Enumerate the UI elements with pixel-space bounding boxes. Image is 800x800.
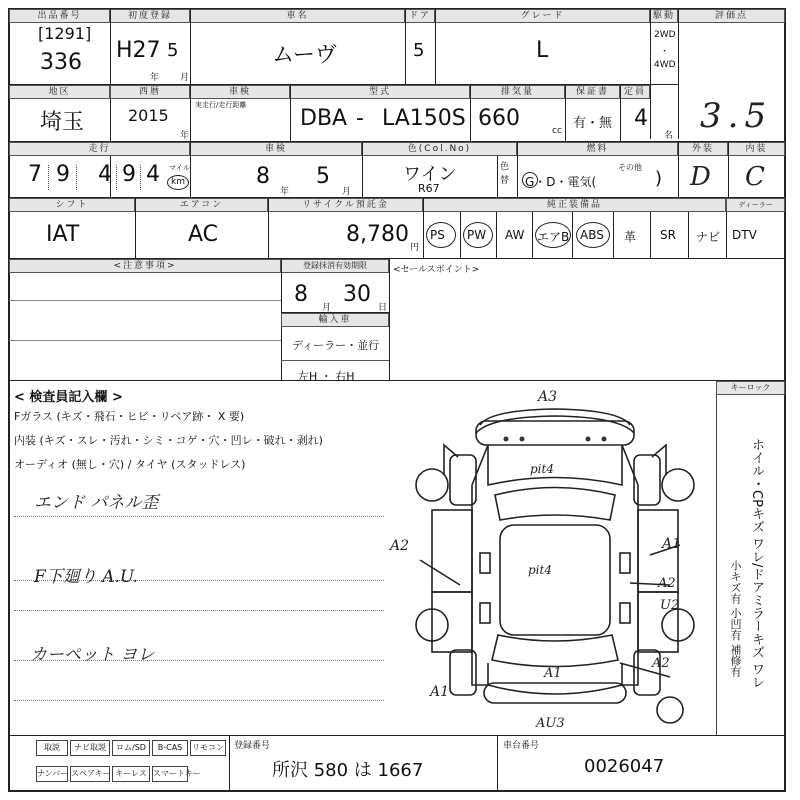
mileage-digit: 7 — [28, 162, 42, 187]
damage-label: A1 — [544, 666, 562, 681]
western-year-unit: 年 — [180, 131, 190, 141]
header-color: 色(Col.No) — [362, 142, 517, 156]
header-recycle: リサイクル預託金 — [268, 198, 423, 212]
inspection-note: 実走行/走行距離 — [195, 101, 247, 109]
type-code: LA150S — [382, 106, 466, 131]
aircon: AC — [188, 222, 219, 247]
equip-pw: PW — [467, 228, 487, 242]
header-warranty: 保証書 — [565, 85, 620, 99]
exterior-grade: D — [690, 162, 711, 192]
header-inspection-2: 車検 — [190, 142, 362, 156]
inspection-year-unit: 年 — [280, 187, 290, 197]
import-type: ディーラー・並行 — [292, 339, 380, 352]
feature-remote: リモコン — [190, 740, 226, 756]
color-code: R67 — [418, 182, 440, 195]
model-name: ムーヴ — [272, 43, 337, 68]
mileage-digit: 4 — [146, 162, 160, 187]
feature-smart-key: スマートキー — [152, 766, 188, 782]
equip-navi: ナビ — [696, 230, 721, 244]
displacement-value: 660 — [478, 106, 520, 131]
equip-ps: PS — [430, 228, 445, 242]
lot-code: [1291] — [38, 24, 92, 43]
shift: IAT — [46, 222, 80, 247]
header-dealer: ディーラー — [726, 198, 785, 212]
header-notes: <注意事項> — [9, 259, 281, 273]
damage-label: A2 — [658, 576, 676, 591]
handwritten-note: エンド パネル歪 — [34, 493, 159, 513]
expiry-month: 8 — [294, 282, 308, 307]
recycle-value: 8,780 — [346, 222, 409, 247]
damage-label: pit4 — [528, 563, 552, 577]
mileage-unit-km: km — [167, 175, 189, 190]
header-fuel: 燃料 — [517, 142, 678, 156]
fuel-close: ) — [655, 168, 663, 189]
score-value: 3.5 — [700, 96, 773, 136]
fuel-other-label: その他 — [618, 163, 642, 172]
feature-bcas: B-CAS — [152, 740, 188, 756]
capacity: 4 — [634, 106, 648, 131]
inspector-title: < 検査員記入欄 > — [14, 390, 123, 405]
type-prefix: DBA — [300, 106, 348, 131]
reg-era-unit: 年 — [150, 73, 160, 83]
equip-aw: AW — [505, 228, 525, 242]
mileage-digit: 4 — [98, 162, 112, 187]
fuel-options: G・D・電気( — [525, 175, 597, 189]
header-capacity: 定員 — [620, 85, 650, 99]
feature-manual: 取説 — [36, 740, 68, 756]
warranty-options: 有・無 — [573, 116, 613, 131]
header-reg-expiry: 登録抹消有効期限 — [281, 259, 389, 273]
header-drive: 駆動 — [650, 9, 678, 23]
drive-sep: ・ — [660, 47, 670, 57]
inspection-year: 8 — [256, 164, 270, 189]
inspector-line: Fガラス (キズ・飛石・ヒビ・リペア跡・ X 要) — [14, 410, 245, 423]
feature-navi-manual: ナビ取説 — [70, 740, 110, 756]
header-mileage: 走行 — [9, 142, 190, 156]
header-type: 型式 — [290, 85, 470, 99]
equip-airbag: エアB — [537, 230, 570, 244]
header-sales-point: <セールスポイント> — [393, 265, 480, 275]
inspection-month-unit: 月 — [342, 187, 352, 197]
door-count: 5 — [413, 40, 425, 61]
damage-label: A1 — [430, 684, 450, 700]
damage-label: A2 — [390, 538, 410, 554]
damage-label: U2 — [660, 598, 680, 613]
damage-label: pit4 — [530, 462, 554, 476]
displacement-unit: cc — [552, 126, 562, 136]
damage-label: A2 — [652, 656, 670, 671]
header-shift: シフト — [9, 198, 135, 212]
mileage-digit: 9 — [56, 162, 70, 187]
feature-spare-key: スペアキー — [70, 766, 110, 782]
right-margin-note-2: 小キズ有 小凹有 補修有 — [729, 560, 742, 677]
grade: L — [536, 38, 549, 63]
header-aircon: エアコン — [135, 198, 268, 212]
header-year: 初度登録 — [110, 9, 190, 23]
header-region: 地区 — [9, 85, 110, 99]
header-displacement: 排気量 — [470, 85, 565, 99]
inspector-line: 内装 (キズ・スレ・汚れ・シミ・コゲ・穴・凹レ・破れ・剥れ) — [14, 434, 323, 447]
expiry-month-unit: 月 — [322, 303, 332, 313]
header-exterior: 外装 — [678, 142, 728, 156]
drive-2wd: 2WD — [654, 30, 676, 40]
header-model: 車名 — [190, 9, 405, 23]
recycle-unit: 円 — [410, 243, 420, 253]
equip-dtv: DTV — [732, 228, 757, 242]
color-label: 色替 — [500, 162, 510, 186]
header-western-year: 西暦 — [110, 85, 190, 99]
inspection-month: 5 — [316, 164, 330, 189]
right-margin-note: ホイル・CPキズ ワレ/ドアミラーキズ ワレ — [749, 438, 764, 689]
type-dash: - — [356, 106, 364, 131]
car-diagram — [380, 385, 720, 735]
header-inspection: 車検 — [190, 85, 290, 99]
plate-number: 所沢 580 は 1667 — [272, 760, 424, 781]
handwritten-note: F下廻り A.U. — [34, 567, 139, 587]
header-equipment: 純正装備品 — [423, 198, 726, 212]
mileage-unit-mile: マイル — [169, 164, 190, 172]
equip-sr: SR — [660, 228, 676, 242]
expiry-day-unit: 日 — [378, 303, 388, 313]
header-key-lock: キーロック — [716, 381, 785, 395]
header-plate: 登録番号 — [234, 741, 271, 751]
lot-number: 336 — [40, 50, 82, 75]
reg-month: 5 — [167, 40, 179, 61]
handwritten-note: カーペット ヨレ — [30, 645, 155, 665]
feature-rom-sd: ロム/SD — [112, 740, 150, 756]
interior-grade: C — [745, 162, 765, 192]
equip-leather: 革 — [624, 230, 637, 244]
capacity-unit: 名 — [664, 131, 674, 141]
damage-label: AU3 — [536, 716, 565, 731]
inspector-line: オーディオ (無し・穴) / タイヤ (スタッドレス) — [14, 458, 246, 471]
western-year: 2015 — [128, 106, 169, 125]
mileage-digit: 9 — [122, 162, 136, 187]
color-name: ワイン — [403, 164, 457, 185]
steering: 左H ・ 右H — [298, 370, 355, 383]
header-score: 評価点 — [678, 9, 785, 23]
reg-month-unit: 月 — [180, 73, 190, 83]
header-grade: グレード — [435, 9, 650, 23]
equip-abs: ABS — [580, 228, 604, 242]
header-import: 輸入車 — [281, 313, 389, 327]
header-door: ドア — [405, 9, 435, 23]
expiry-day: 30 — [343, 282, 371, 307]
feature-plate: ナンバー — [36, 766, 68, 782]
drive-4wd: 4WD — [654, 60, 676, 70]
chassis-number: 0026047 — [584, 756, 665, 777]
feature-keyless: キーレス — [112, 766, 150, 782]
header-chassis: 車台番号 — [503, 741, 540, 751]
reg-era: H27 — [116, 38, 161, 63]
damage-label: A3 — [538, 389, 558, 405]
damage-label: A1 — [662, 536, 682, 552]
header-lot: 出品番号 — [9, 9, 110, 23]
header-interior: 内装 — [728, 142, 785, 156]
region: 埼玉 — [40, 110, 85, 135]
